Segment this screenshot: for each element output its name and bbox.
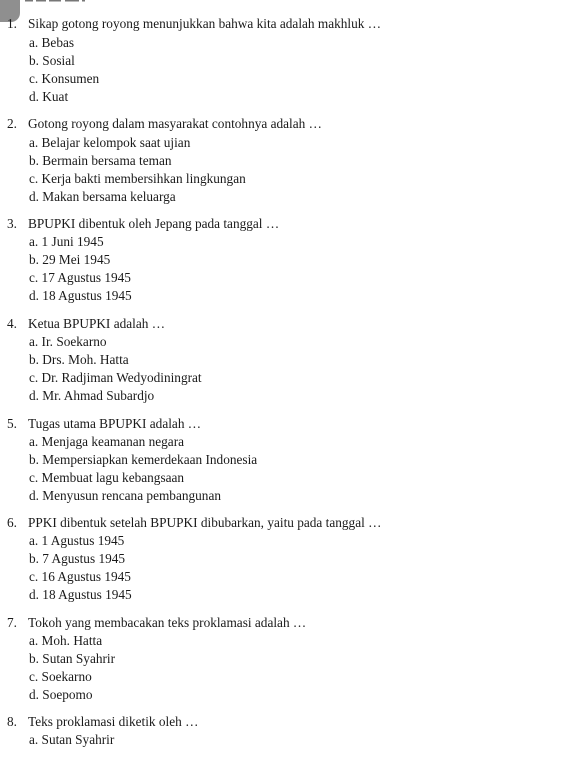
option-b[interactable]: b. Sosial xyxy=(29,53,75,68)
question-text: Gotong royong dalam masyarakat contohnya adalah … xyxy=(28,116,322,131)
question-line xyxy=(7,315,165,333)
question-text: PPKI dibentuk setelah BPUPKI dibubarkan, yaitu pada tanggal … xyxy=(28,515,382,530)
question-number: 5. xyxy=(7,416,17,431)
option-b[interactable]: b. Mempersiapkan kemerdekaan Indonesia xyxy=(29,452,258,467)
question-number: 1. xyxy=(7,16,17,31)
cropped-heading-fragment xyxy=(20,0,120,3)
option-c[interactable]: c. Kerja bakti membersihkan lingkungan xyxy=(29,171,246,186)
question-text: Tugas utama BPUPKI adalah … xyxy=(28,416,202,431)
option-d[interactable]: d. Menyusun rencana pembangunan xyxy=(29,488,222,503)
option-a[interactable]: a. 1 Juni 1945 xyxy=(29,234,104,249)
question-number: 8. xyxy=(7,714,17,729)
question-text: BPUPKI dibentuk oleh Jepang pada tanggal … xyxy=(28,216,280,231)
question-number: 7. xyxy=(7,615,17,630)
option-a[interactable]: a. Ir. Soekarno xyxy=(29,334,107,349)
option-a[interactable]: a. 1 Agustus 1945 xyxy=(29,533,125,548)
option-d[interactable]: d. Mr. Ahmad Subardjo xyxy=(29,388,155,403)
option-d[interactable]: d. Soepomo xyxy=(29,687,93,702)
option-d[interactable]: d. 18 Agustus 1945 xyxy=(29,288,132,303)
question-line xyxy=(7,614,306,632)
option-c[interactable]: c. Konsumen xyxy=(29,71,100,86)
option-a[interactable]: a. Bebas xyxy=(29,35,75,50)
question-text: Sikap gotong royong menunjukkan bahwa kita adalah makhluk … xyxy=(28,16,382,31)
option-b[interactable]: b. Bermain bersama teman xyxy=(29,153,172,168)
question-line xyxy=(7,115,322,133)
option-b[interactable]: b. 29 Mei 1945 xyxy=(29,252,111,267)
option-c[interactable]: c. Dr. Radjiman Wedyodiningrat xyxy=(29,370,202,385)
question-line xyxy=(7,415,201,433)
option-c[interactable]: c. Soekarno xyxy=(29,669,92,684)
option-b[interactable]: b. Drs. Moh. Hatta xyxy=(29,352,129,367)
option-b[interactable]: b. 7 Agustus 1945 xyxy=(29,551,126,566)
option-d[interactable]: d. Makan bersama keluarga xyxy=(29,189,176,204)
question-line xyxy=(7,15,381,33)
option-c[interactable]: c. 17 Agustus 1945 xyxy=(29,270,131,285)
option-a[interactable]: a. Sutan Syahrir xyxy=(29,732,115,747)
option-a[interactable]: a. Belajar kelompok saat ujian xyxy=(29,135,191,150)
question-line xyxy=(7,215,279,233)
question-line xyxy=(7,713,198,731)
option-c[interactable]: c. Membuat lagu kebangsaan xyxy=(29,470,185,485)
option-b[interactable]: b. Sutan Syahrir xyxy=(29,651,116,666)
question-text: Teks proklamasi diketik oleh … xyxy=(28,714,199,729)
question-number: 2. xyxy=(7,116,17,131)
question-line xyxy=(7,514,381,532)
option-a[interactable]: a. Menjaga keamanan negara xyxy=(29,434,185,449)
option-a[interactable]: a. Moh. Hatta xyxy=(29,633,103,648)
question-number: 4. xyxy=(7,316,17,331)
option-c[interactable]: c. 16 Agustus 1945 xyxy=(29,569,131,584)
option-d[interactable]: d. Kuat xyxy=(29,89,69,104)
question-text: Tokoh yang membacakan teks proklamasi adalah … xyxy=(28,615,307,630)
question-number: 3. xyxy=(7,216,17,231)
option-d[interactable]: d. 18 Agustus 1945 xyxy=(29,587,132,602)
question-text: Ketua BPUPKI adalah … xyxy=(28,316,166,331)
question-number: 6. xyxy=(7,515,17,530)
